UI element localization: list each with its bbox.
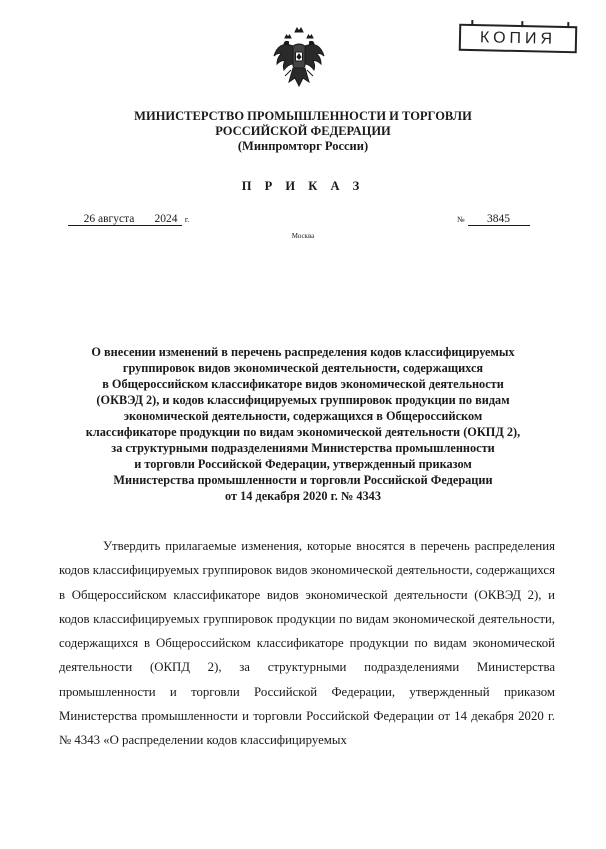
order-number bbox=[457, 213, 530, 226]
order-number-value: 3845 bbox=[468, 213, 530, 226]
heading-line: и торговли Российской Федерации, утвержденный приказом bbox=[134, 457, 472, 471]
copy-stamp bbox=[459, 24, 578, 53]
heading-line: в Общероссийском классификаторе видов экономической деятельности bbox=[102, 377, 504, 391]
heading-line: Министерства промышленности и торговли Российской Федерации bbox=[113, 473, 493, 487]
heading-line: группировок видов экономической деятельности, содержащихся bbox=[122, 361, 484, 375]
heading-line: экономической деятельности, содержащихся в Общероссийском bbox=[123, 409, 483, 423]
order-number-sign: № bbox=[457, 215, 465, 224]
heading-line: О внесении изменений в перечень распределения кодов классифицируемых bbox=[91, 345, 515, 359]
copy-stamp-label: КОПИЯ bbox=[479, 29, 557, 48]
heading-line: от 14 декабря 2020 г. № 4343 bbox=[225, 489, 381, 503]
document-heading bbox=[55, 344, 551, 504]
double-headed-eagle-emblem-icon bbox=[271, 26, 327, 92]
order-date-day-month: 26 августа bbox=[68, 213, 150, 226]
order-date-year: 2024 bbox=[150, 213, 182, 226]
ministry-header bbox=[0, 109, 606, 154]
body-paragraph: Утвердить прилагаемые изменения, которые вносятся в перечень распределения кодов классифицируемых группировок видов экономической деятельности, содержащихся в Общероссийском классификаторе видов экономической деятельности (ОКВЭД 2), и кодов классифицируемых группировок продукции по видам экономической деятельности, содержащихся в Общероссийском классификаторе продукции по видам экономической деятельности (ОКПД 2), за структурными подразделениями Министерства промышленности и торговли Российской Федерации, утвержденный приказом Министерства промышленности и торговли Российской Федерации от 14 декабря 2020 г. № 4343 «О распределении кодов классифицируемых bbox=[59, 539, 555, 748]
heading-line: классификаторе продукции по видам экономической деятельности (ОКПД 2), bbox=[85, 425, 521, 439]
ministry-name-line-2: РОССИЙСКОЙ ФЕДЕРАЦИИ bbox=[215, 124, 391, 138]
order-city: Москва bbox=[291, 232, 315, 240]
ministry-short-name: (Минпромторг России) bbox=[237, 139, 369, 153]
ministry-name-line-1: МИНИСТЕРСТВО ПРОМЫШЛЕННОСТИ И ТОРГОВЛИ bbox=[134, 109, 472, 123]
heading-line: за структурными подразделениями Министерства промышленности bbox=[111, 441, 495, 455]
heading-line: (ОКВЭД 2), и кодов классифицируемых группировок продукции по видам bbox=[96, 393, 510, 407]
order-title: П Р И К А З bbox=[241, 179, 365, 193]
order-date-year-suffix: г. bbox=[184, 215, 190, 224]
order-date bbox=[68, 213, 189, 226]
